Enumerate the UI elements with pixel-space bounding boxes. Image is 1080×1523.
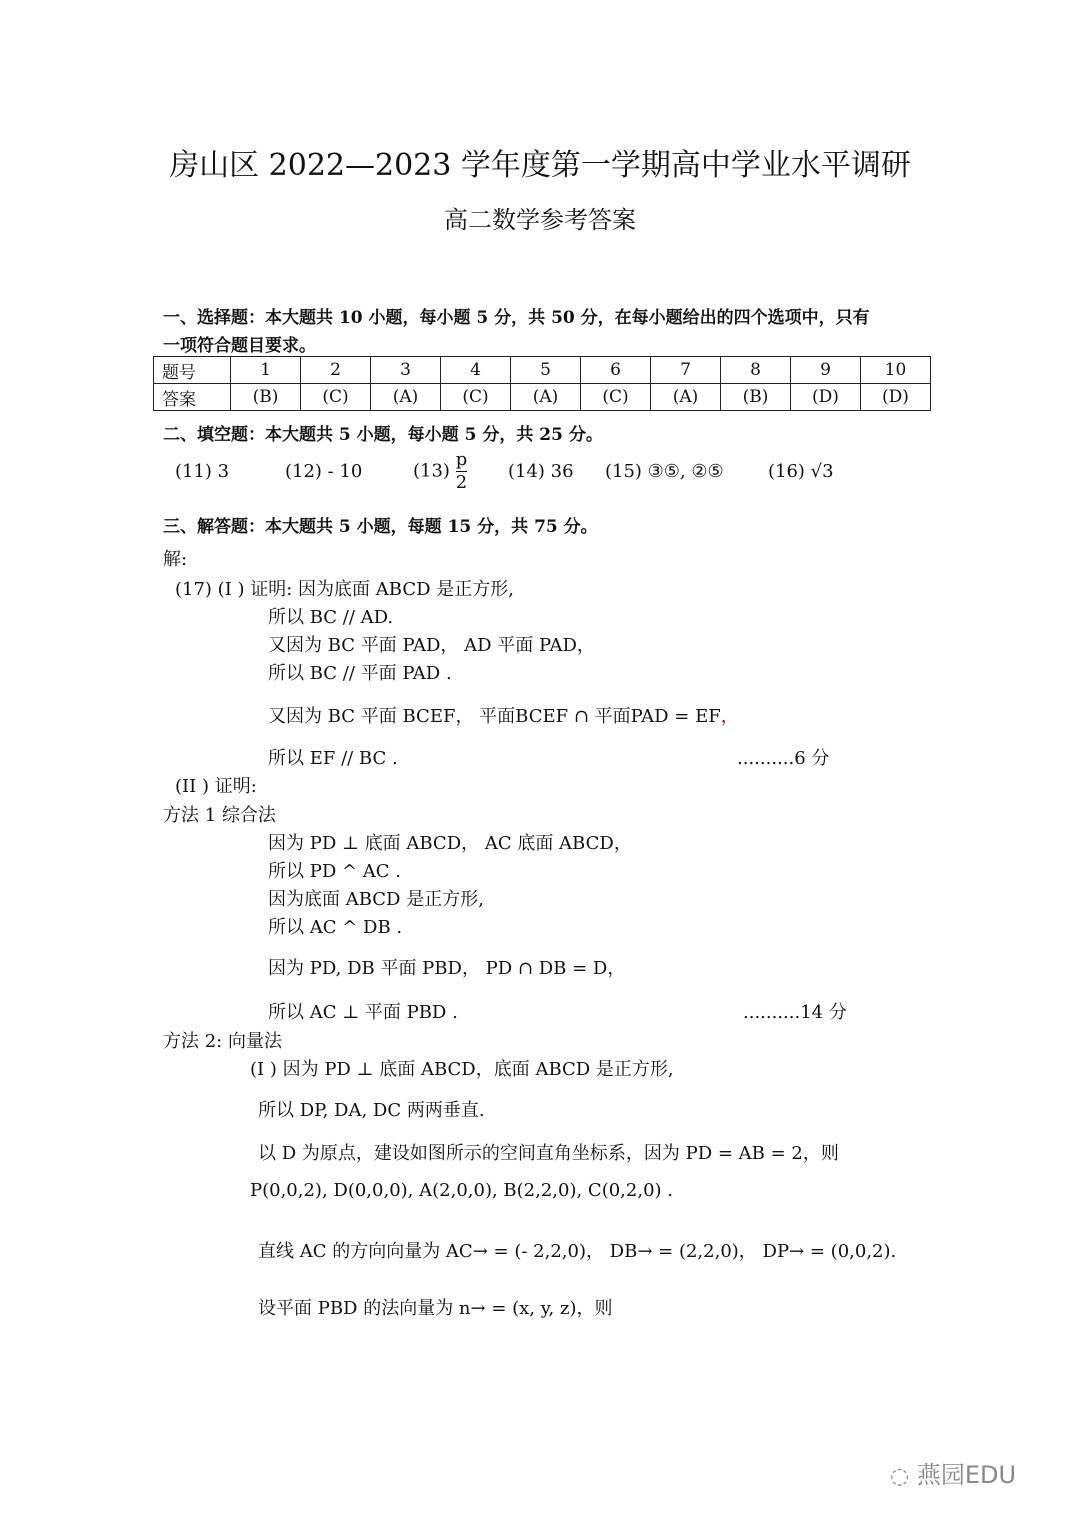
part1-heading-line1: 一、选择题：本大题共 10 小题，每小题 5 分，共 50 分，在每小题给出的四个选项中，只有 [163, 308, 870, 328]
fraction-numerator: p [455, 449, 468, 470]
score-marker: ..........14 分 [743, 1002, 847, 1023]
table-cell: 4 [441, 357, 511, 384]
proof-line: 所以 AC ⊥ 平面 PBD . [268, 1002, 458, 1023]
fill-answer-15: (15) ③⑤, ②⑤ [605, 461, 724, 482]
proof-line: 设平面 PBD 的法向量为 n→ = (x, y, z)，则 [258, 1298, 613, 1319]
wechat-icon: ◌ [890, 1464, 910, 1489]
table-cell: (D) [791, 384, 861, 411]
table-cell: 1 [231, 357, 301, 384]
method-heading: 方法 2: 向量法 [163, 1031, 282, 1052]
fraction [456, 449, 468, 494]
proof-line: 所以 PD ^ AC . [268, 861, 402, 882]
proof-line: 所以 AC ^ DB . [268, 917, 403, 938]
table-cell: (A) [371, 384, 441, 411]
part3-heading: 三、解答题：本大题共 5 小题，每题 15 分，共 75 分。 [163, 517, 598, 537]
part1-heading-line2: 一项符合题目要求。 [163, 336, 316, 356]
table-row-answers [154, 384, 931, 411]
watermark-text: 燕园EDU [916, 1461, 1017, 1489]
table-cell: 6 [581, 357, 651, 384]
proof-line: 所以 BC // AD. [268, 607, 394, 628]
table-cell: 3 [371, 357, 441, 384]
page-title: 房山区 2022—2023 学年度第一学期高中学业水平调研 [169, 148, 911, 183]
red-comma: ， [720, 706, 739, 727]
table-cell: (D) [861, 384, 931, 411]
table-row-numbers [154, 357, 931, 384]
fill-answer-11: (11) 3 [175, 461, 230, 482]
table-cell: (B) [231, 384, 301, 411]
table-cell: 2 [301, 357, 371, 384]
table-cell: (B) [721, 384, 791, 411]
proof-line: 因为 PD, DB 平面 PBD， PD ∩ DB = D， [268, 958, 626, 979]
proof-line: 所以 BC // 平面 PAD . [268, 663, 452, 684]
table-cell: 10 [861, 357, 931, 384]
method-heading: 方法 1 综合法 [163, 805, 276, 826]
proof-line: (II ) 证明: [175, 776, 257, 797]
table-cell: (A) [651, 384, 721, 411]
table-cell: 7 [651, 357, 721, 384]
proof-line: 因为底面 ABCD 是正方形, [268, 889, 484, 910]
proof-line: 所以 DP, DA, DC 两两垂直. [258, 1100, 485, 1121]
proof-line-text: 又因为 BC 平面 BCEF， 平面BCEF ∩ 平面PAD = EF [268, 706, 721, 727]
fill-answer-13 [413, 449, 467, 494]
fill-answer-16: (16) √3 [768, 461, 834, 482]
score-marker: ..........6 分 [737, 748, 830, 769]
table-cell: 5 [511, 357, 581, 384]
proof-line: 又因为 BC 平面 PAD， AD 平面 PAD， [268, 635, 595, 656]
row-label-number: 题号 [154, 357, 231, 384]
fill-answer-13-label: (13) [413, 460, 450, 482]
solution-label: 解: [163, 549, 188, 570]
watermark [890, 1455, 1016, 1490]
table-cell: (C) [581, 384, 651, 411]
page-subtitle: 高二数学参考答案 [444, 206, 636, 234]
fill-answer-12: (12) - 10 [285, 461, 363, 482]
row-label-answer: 答案 [154, 384, 231, 411]
proof-line: P(0,0,2), D(0,0,0), A(2,0,0), B(2,2,0), C(0,2,0) . [250, 1180, 673, 1201]
proof-line: (I ) 因为 PD ⊥ 底面 ABCD，底面 ABCD 是正方形, [250, 1059, 674, 1080]
proof-line: 直线 AC 的方向向量为 AC→ = (- 2,2,0)， DB→ = (2,2,0)， DP→ = (0,0,2). [258, 1241, 897, 1262]
table-cell: (A) [511, 384, 581, 411]
table-cell: (C) [301, 384, 371, 411]
proof-line [268, 702, 739, 728]
table-cell: (C) [441, 384, 511, 411]
table-cell: 9 [791, 357, 861, 384]
proof-line: 所以 EF // BC . [268, 748, 398, 769]
proof-line: (17) (I ) 证明: 因为底面 ABCD 是正方形, [175, 579, 514, 600]
proof-line: 以 D 为原点，建设如图所示的空间直角坐标系，因为 PD = AB = 2，则 [258, 1143, 839, 1164]
proof-line: 因为 PD ⊥ 底面 ABCD， AC 底面 ABCD， [268, 833, 632, 854]
fill-answer-14: (14) 36 [508, 461, 574, 482]
part2-heading: 二、填空题：本大题共 5 小题，每小题 5 分，共 25 分。 [163, 425, 603, 445]
fraction-denominator: 2 [455, 472, 468, 493]
answer-table [153, 356, 931, 411]
table-cell: 8 [721, 357, 791, 384]
